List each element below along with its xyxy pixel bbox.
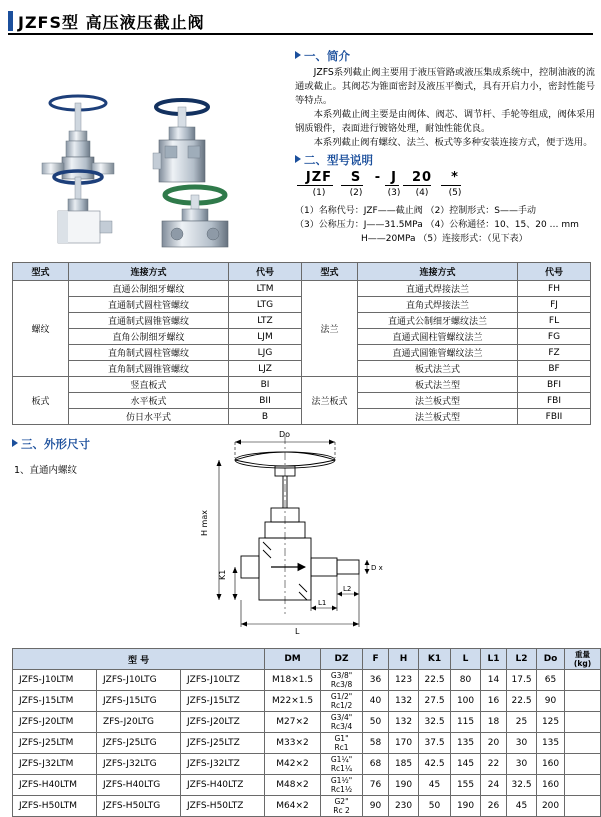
model-num-1: (1): [312, 188, 326, 198]
spec-cell-model: JZFS-J32LTG: [97, 754, 181, 775]
spec-cell: 132: [389, 691, 419, 712]
intro-paragraph-1: JZFS系列截止阀主要用于液压管路或液压集成系统中，控制油液的流通或截止。其阀芯为锥面密封及液压平衡式，具有开启力小，密封性能号等特点。: [295, 67, 595, 106]
spec-cell: 185: [389, 754, 419, 775]
spec-cell-model: ZFS-J20LTG: [97, 712, 181, 733]
conn-rcode-5: BF: [518, 361, 591, 377]
spec-cell: 37.5: [419, 733, 451, 754]
spec-header-do: Do: [537, 649, 565, 670]
conn-header-3: 型式: [302, 263, 358, 281]
spec-cell: G3/8" Rc3/8: [321, 670, 363, 691]
table-row: [13, 796, 601, 817]
spec-cell: 230: [389, 796, 419, 817]
conn-header-5: 代号: [518, 263, 591, 281]
conn-rcode-1: FJ: [518, 297, 591, 313]
connection-table: [12, 262, 591, 425]
spec-cell: 20: [481, 733, 507, 754]
spec-cell: 155: [451, 775, 481, 796]
page-title-bar: [8, 10, 593, 34]
title-divider: [8, 33, 593, 35]
spec-cell-model: JZFS-J10LTG: [97, 670, 181, 691]
title-accent-bar: [8, 11, 13, 31]
triangle-bullet-icon: [295, 155, 301, 163]
conn-lcode-4: LJG: [229, 345, 302, 361]
spec-cell: [565, 754, 601, 775]
spec-cell: 160: [537, 775, 565, 796]
conn-left-7: 水平板式: [69, 393, 229, 409]
spec-cell-model: JZFS-J20LTZ: [181, 712, 265, 733]
conn-left-1: 直通制式圆柱管螺纹: [69, 297, 229, 313]
valve-photo-group: [12, 45, 282, 250]
spec-cell: 90: [537, 691, 565, 712]
valve-photo-1: [42, 96, 114, 179]
spec-cell: 68: [363, 754, 389, 775]
conn-right-5: 板式法兰式: [358, 361, 518, 377]
spec-cell: 135: [451, 733, 481, 754]
spec-cell-model: JZFS-J10LTM: [13, 670, 97, 691]
conn-right-4: 直通式圆锥管螺纹法兰: [358, 345, 518, 361]
conn-right-1: 直角式焊接法兰: [358, 297, 518, 313]
spec-header-l2: L2: [507, 649, 537, 670]
label-hmax: H max: [200, 510, 209, 536]
spec-cell: 30: [507, 754, 537, 775]
conn-right-7: 法兰板式型: [358, 393, 518, 409]
model-code-block: [295, 170, 595, 246]
spec-cell: 22.5: [507, 691, 537, 712]
table-row: [13, 775, 601, 796]
spec-cell: 32.5: [507, 775, 537, 796]
spec-cell: 76: [363, 775, 389, 796]
table-row: [13, 670, 601, 691]
label-l: L: [295, 627, 300, 636]
spec-cell: 26: [481, 796, 507, 817]
spec-header-k1: K1: [419, 649, 451, 670]
conn-header-4: 连接方式: [358, 263, 518, 281]
spec-cell: [565, 691, 601, 712]
spec-cell-model: JZFS-J15LTZ: [181, 691, 265, 712]
spec-cell-model: JZFS-J25LTM: [13, 733, 97, 754]
spec-header-dm: DM: [265, 649, 321, 670]
spec-cell: 50: [363, 712, 389, 733]
table-row: [13, 281, 591, 297]
valve-photo-4: [162, 187, 228, 247]
dimension-note: 1、直通内螺纹: [14, 465, 78, 476]
spec-cell: 65: [537, 670, 565, 691]
spec-cell: 25: [507, 712, 537, 733]
spec-cell-model: JZFS-J32LTM: [13, 754, 97, 775]
spec-cell: 42.5: [419, 754, 451, 775]
model-part-4: 20: [411, 170, 433, 185]
conn-header-1: 连接方式: [69, 263, 229, 281]
spec-cell: G2" Rc 2: [321, 796, 363, 817]
spec-cell: 190: [451, 796, 481, 817]
conn-lcode-7: BII: [229, 393, 302, 409]
model-desc-2: （3）公称压力：J——31.5MPa （4）公称通径：10、15、20 … mm: [295, 220, 579, 230]
conn-left-4: 直角制式圆柱管螺纹: [69, 345, 229, 361]
conn-lcode-3: LJM: [229, 329, 302, 345]
label-l2: L2: [343, 585, 352, 593]
conn-right-8: 法兰板式型: [358, 409, 518, 425]
spec-header-dz: DZ: [321, 649, 363, 670]
model-num-4: (4): [415, 188, 429, 198]
conn-left-2: 直通制式圆锥管螺纹: [69, 313, 229, 329]
model-part-1: JZF: [305, 170, 333, 185]
spec-cell: 30: [507, 733, 537, 754]
spec-cell-model: JZFS-H50LTZ: [181, 796, 265, 817]
model-num-5: (5): [448, 188, 462, 198]
spec-cell: 45: [419, 775, 451, 796]
spec-cell-model: JZFS-H40LTG: [97, 775, 181, 796]
spec-cell: 145: [451, 754, 481, 775]
spec-cell: 24: [481, 775, 507, 796]
conn-lcode-0: LTM: [229, 281, 302, 297]
spec-cell: 80: [451, 670, 481, 691]
conn-right-3: 直通式圆柱管螺纹法兰: [358, 329, 518, 345]
spec-cell: 22.5: [419, 670, 451, 691]
conn-lcode-2: LTZ: [229, 313, 302, 329]
spec-cell-model: JZFS-J15LTM: [13, 691, 97, 712]
spec-cell: G1½" Rc1½: [321, 775, 363, 796]
spec-cell: G3/4" Rc3/4: [321, 712, 363, 733]
spec-cell: M22×1.5: [265, 691, 321, 712]
triangle-bullet-icon: [295, 51, 301, 59]
conn-rcode-7: FBI: [518, 393, 591, 409]
spec-cell: 14: [481, 670, 507, 691]
spec-cell: 123: [389, 670, 419, 691]
model-underlines: [295, 185, 595, 186]
model-descriptions: [295, 204, 595, 246]
label-k1: K1: [218, 569, 227, 580]
spec-cell: 45: [507, 796, 537, 817]
spec-cell: M18×1.5: [265, 670, 321, 691]
conn-type-flange: 法兰: [302, 281, 358, 377]
conn-left-8: 仿日水平式: [69, 409, 229, 425]
valve-dimension-drawing: [175, 428, 455, 643]
spec-cell: M48×2: [265, 775, 321, 796]
spec-cell: 135: [537, 733, 565, 754]
model-part-3: J: [391, 170, 397, 185]
spec-cell: 100: [451, 691, 481, 712]
conn-lcode-1: LTG: [229, 297, 302, 313]
section-heading-intro: 一、简介: [295, 48, 350, 64]
spec-cell: M27×2: [265, 712, 321, 733]
table-header-row: [13, 263, 591, 281]
spec-cell: 50: [419, 796, 451, 817]
spec-cell: 32.5: [419, 712, 451, 733]
table-row: [13, 754, 601, 775]
spec-cell: 16: [481, 691, 507, 712]
spec-cell: [565, 775, 601, 796]
spec-cell: 22: [481, 754, 507, 775]
conn-rcode-3: FG: [518, 329, 591, 345]
conn-rcode-4: FZ: [518, 345, 591, 361]
conn-left-6: 竖直板式: [69, 377, 229, 393]
spec-header-l: L: [451, 649, 481, 670]
table-row: [13, 733, 601, 754]
spec-cell: G1¼" Rc1¼: [321, 754, 363, 775]
conn-rcode-6: BFI: [518, 377, 591, 393]
specification-table-body: [13, 670, 601, 817]
model-part-5: *: [451, 170, 459, 185]
model-dash: -: [374, 170, 382, 185]
conn-rcode-2: FL: [518, 313, 591, 329]
spec-cell: 36: [363, 670, 389, 691]
label-dx: D x: [371, 564, 383, 572]
valve-photos: [12, 45, 282, 250]
spec-cell: 200: [537, 796, 565, 817]
specification-table: [12, 648, 601, 817]
label-do: Do: [279, 430, 291, 439]
spec-cell: [565, 796, 601, 817]
intro-text: [295, 66, 595, 150]
table-row: [13, 377, 591, 393]
spec-cell: G1" Rc1: [321, 733, 363, 754]
conn-type-plate: 板式: [13, 377, 69, 425]
model-num-2: (2): [349, 188, 363, 198]
conn-right-0: 直通式焊接法兰: [358, 281, 518, 297]
label-l1: L1: [318, 599, 327, 607]
conn-type-flange-plate: 法兰板式: [302, 377, 358, 425]
spec-cell: [565, 733, 601, 754]
spec-header-model: 型 号: [13, 649, 265, 670]
conn-header-0: 型式: [13, 263, 69, 281]
conn-right-2: 直通式公制细牙螺纹法兰: [358, 313, 518, 329]
drawing-svg: [175, 428, 455, 643]
spec-cell-model: JZFS-J25LTG: [97, 733, 181, 754]
conn-rcode-8: FBII: [518, 409, 591, 425]
intro-paragraph-3: 本系列截止阀有螺纹、法兰、板式等多种安装连接方式，便于选用。: [313, 137, 593, 148]
section-heading-dimensions: 三、外形尺寸: [12, 436, 90, 452]
conn-left-3: 直角公制细牙螺纹: [69, 329, 229, 345]
valve-photo-3: [54, 171, 112, 243]
spec-cell: [565, 712, 601, 733]
conn-left-0: 直通公制细牙螺纹: [69, 281, 229, 297]
spec-cell-model: JZFS-H40LTZ: [181, 775, 265, 796]
table-row: [13, 712, 601, 733]
spec-cell-model: JZFS-J32LTZ: [181, 754, 265, 775]
spec-cell: M33×2: [265, 733, 321, 754]
spec-cell: M64×2: [265, 796, 321, 817]
spec-cell: M42×2: [265, 754, 321, 775]
conn-header-2: 代号: [229, 263, 302, 281]
spec-cell: 125: [537, 712, 565, 733]
conn-lcode-8: B: [229, 409, 302, 425]
conn-rcode-0: FH: [518, 281, 591, 297]
spec-cell: 160: [537, 754, 565, 775]
spec-cell-model: JZFS-H50LTG: [97, 796, 181, 817]
spec-cell: [565, 670, 601, 691]
intro-paragraph-2: 本系列截止阀主要是由阀体、阀芯、调节杆、手轮等组成，阀体采用钢质锻件，表面进行镀铬处理，耐蚀性能优良。: [295, 109, 595, 134]
spec-header-h: H: [389, 649, 419, 670]
spec-cell: 18: [481, 712, 507, 733]
spec-cell-model: JZFS-J25LTZ: [181, 733, 265, 754]
model-number-row: [295, 188, 595, 198]
conn-type-thread: 螺纹: [13, 281, 69, 377]
triangle-bullet-icon: [12, 439, 18, 447]
spec-cell: 40: [363, 691, 389, 712]
spec-cell: 27.5: [419, 691, 451, 712]
spec-cell-model: JZFS-H50LTM: [13, 796, 97, 817]
spec-cell: 115: [451, 712, 481, 733]
spec-cell: 132: [389, 712, 419, 733]
conn-left-5: 直角制式圆锥管螺纹: [69, 361, 229, 377]
conn-lcode-6: BI: [229, 377, 302, 393]
model-part-2: S: [350, 170, 362, 185]
spec-cell: 190: [389, 775, 419, 796]
valve-photo-2: [153, 100, 208, 182]
spec-cell-model: JZFS-J15LTG: [97, 691, 181, 712]
spec-cell: 17.5: [507, 670, 537, 691]
spec-cell: 58: [363, 733, 389, 754]
table-row: [13, 691, 601, 712]
spec-cell: 90: [363, 796, 389, 817]
section-heading-model: 二、型号说明: [295, 152, 373, 168]
spec-cell-model: JZFS-J10LTZ: [181, 670, 265, 691]
model-code-row: [295, 170, 595, 185]
table-header-row: [13, 649, 601, 670]
model-desc-3: H——20MPa （5）连接形式：（见下表）: [361, 234, 528, 244]
spec-cell-model: JZFS-H40LTM: [13, 775, 97, 796]
spec-header-l1: L1: [481, 649, 507, 670]
spec-cell-model: JZFS-J20LTM: [13, 712, 97, 733]
model-num-3: (3): [387, 188, 401, 198]
conn-lcode-5: LJZ: [229, 361, 302, 377]
spec-header-f: F: [363, 649, 389, 670]
spec-cell: 170: [389, 733, 419, 754]
page-title: JZFS型 高压液压截止阀: [18, 13, 205, 32]
model-desc-1: （1）名称代号：JZF——截止阀 （2）控制形式：S——手动: [295, 206, 537, 216]
spec-cell: G1/2" Rc1/2: [321, 691, 363, 712]
spec-header-weight: 重量 (kg): [565, 649, 601, 670]
conn-right-6: 板式法兰型: [358, 377, 518, 393]
